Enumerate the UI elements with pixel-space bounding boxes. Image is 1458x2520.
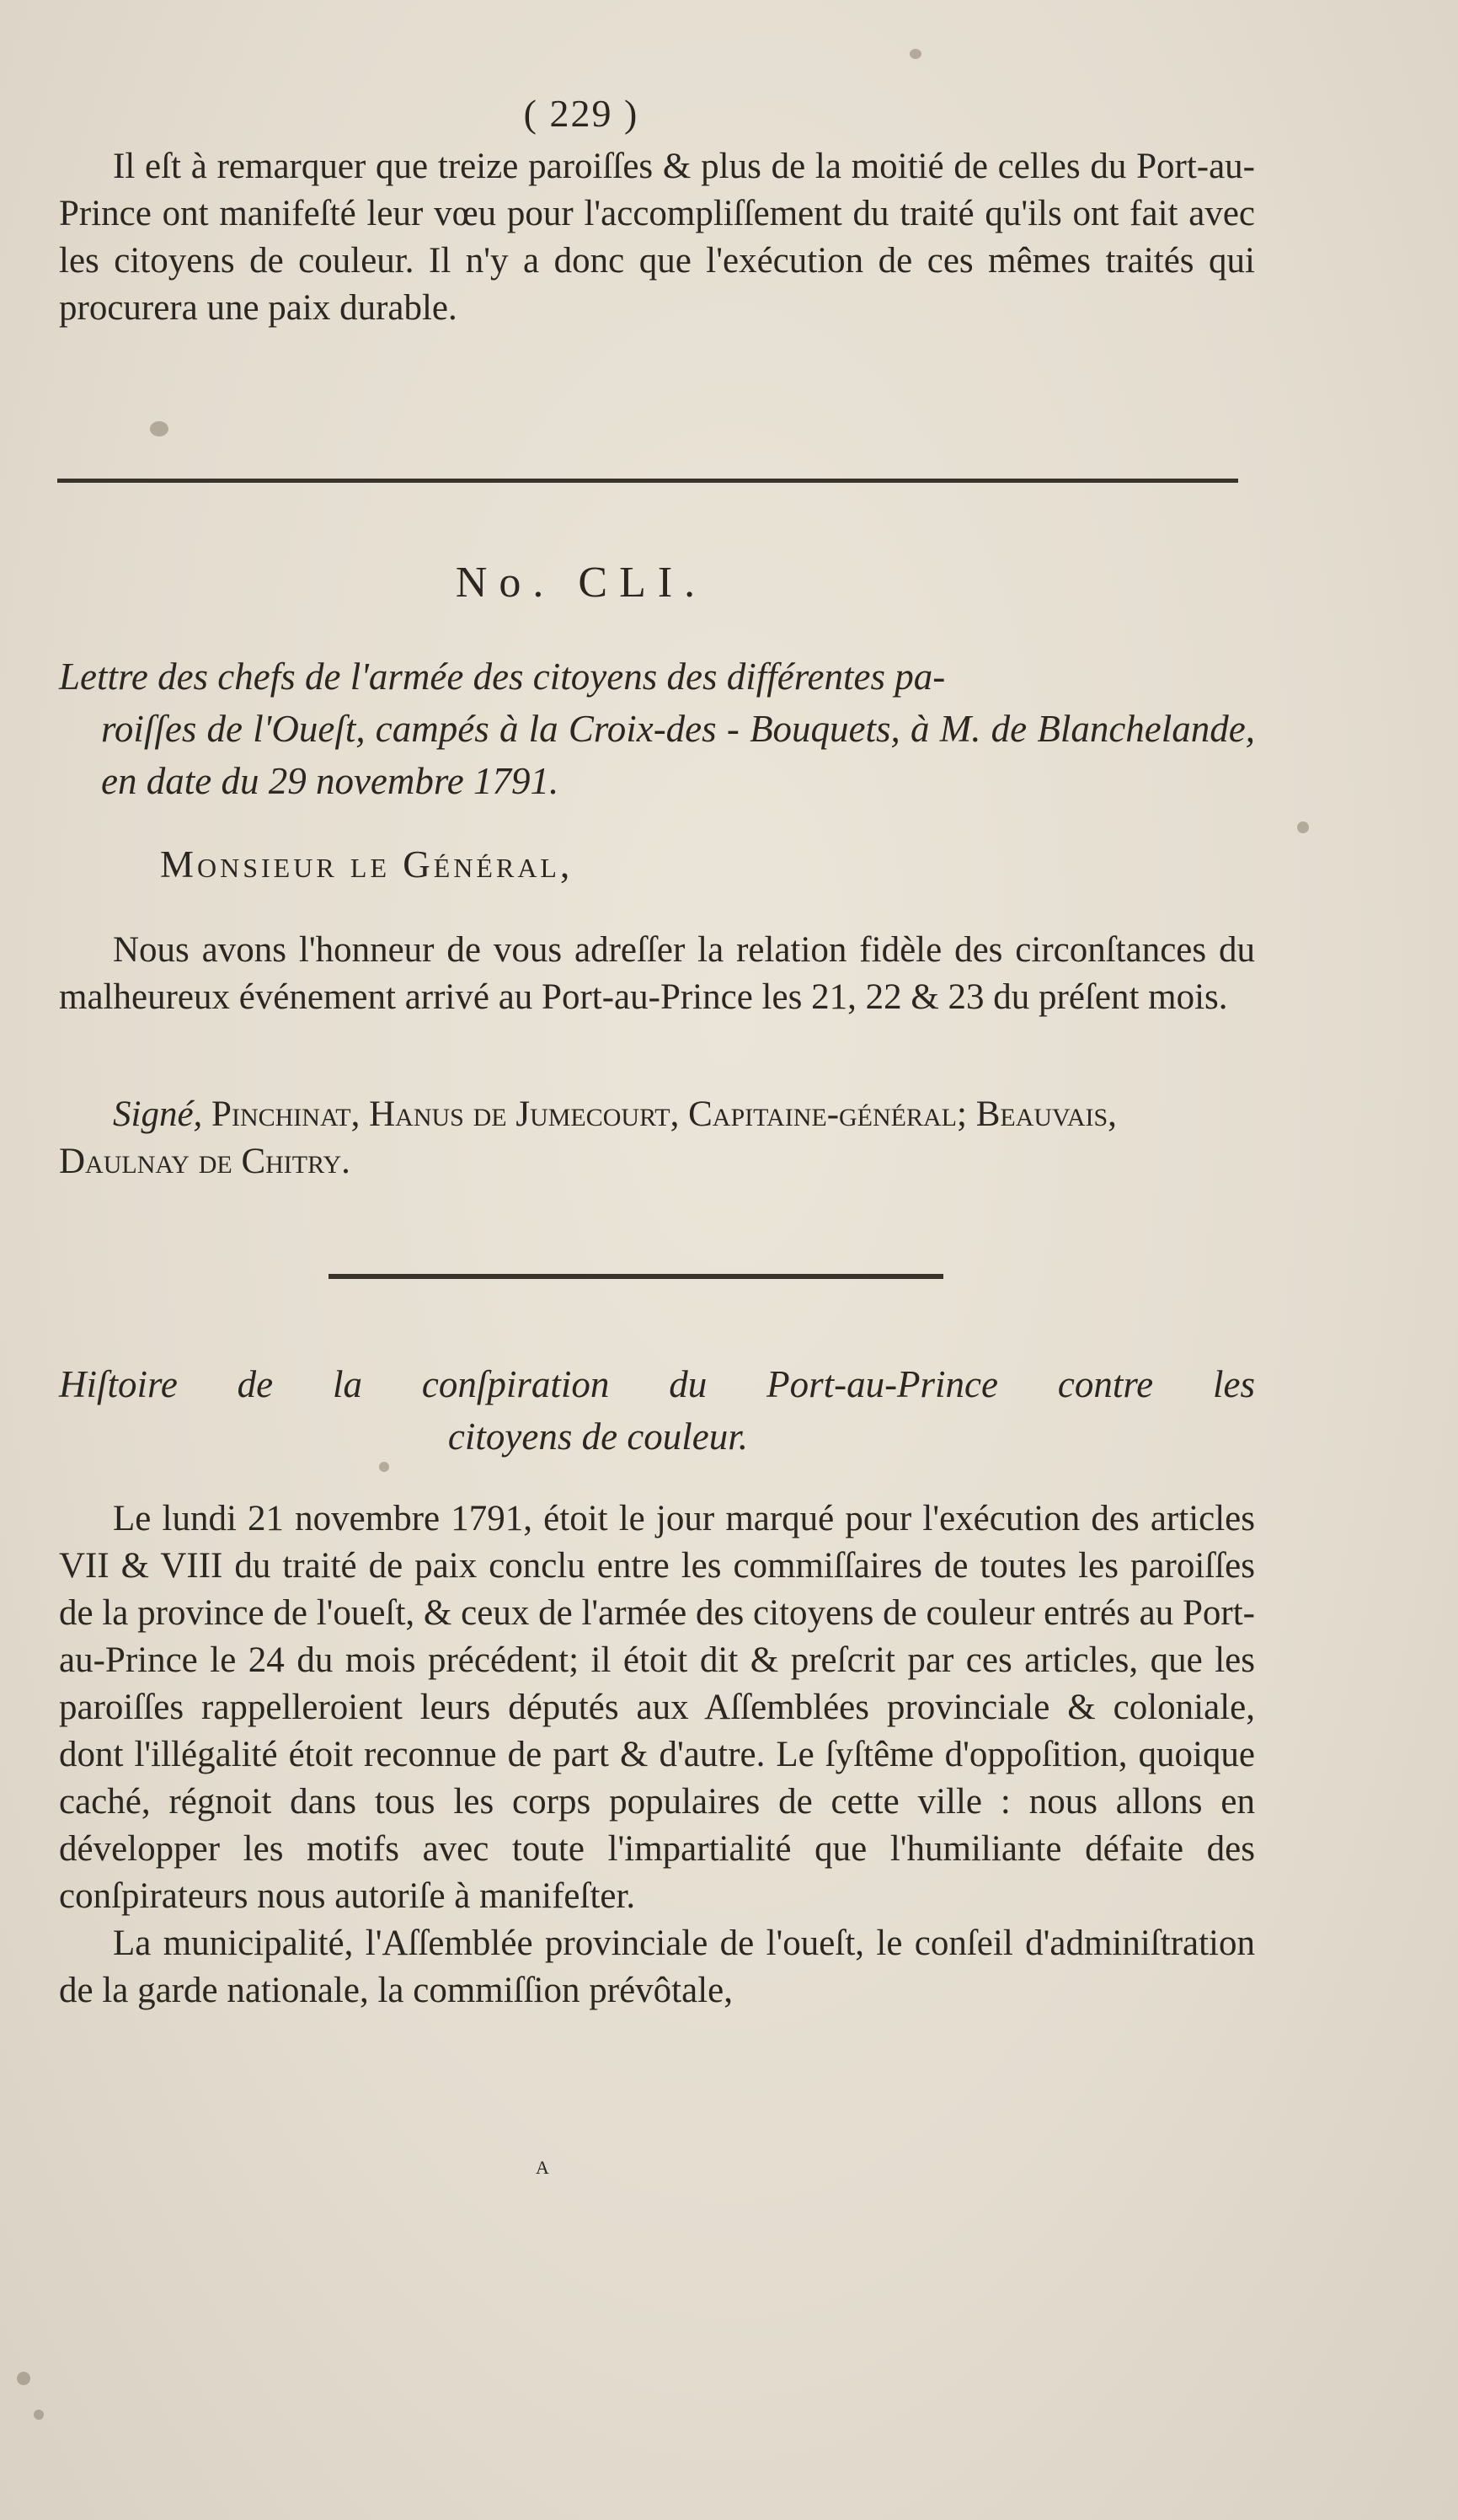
history-title [59, 1358, 1255, 1463]
paper-speck [150, 421, 168, 436]
letter-title-line-1: Lettre des chefs de l'armée des citoyens des différentes pa- [59, 655, 946, 698]
history-paragraph-2: La municipalité, l'Aſſemblée provinciale de l'oueſt, le conſeil d'adminiſtration de la garde nationale, la commiſſion prévôtale, [59, 1923, 1255, 2010]
signature-mark: A [536, 2157, 549, 2178]
history-title-line-1: Hiſtoire de la conſpiration du Port-au-Prince contre les [59, 1363, 1255, 1405]
paper-speck [910, 49, 921, 59]
paper-speck [17, 2372, 30, 2385]
paper-speck [379, 1462, 389, 1472]
signatories: Pinchinat, Hanus de Jumecourt, Capitaine-général; Beauvais, Daulnay de Chitry. [59, 1094, 1117, 1181]
section-divider [57, 479, 1238, 483]
letter-body: Nous avons l'honneur de vous adreſſer la relation fidèle des circonſtances du malheureux événement arrivé au Port-au-Prince les 21, 22 & 23 du préſent mois. [59, 930, 1255, 1017]
short-divider [328, 1274, 943, 1279]
letter-salutation: Monsieur le Général, [160, 843, 574, 885]
letter-title-line-2: roiſſes de l'Oueſt, campés à la Croix-des - Bouquets, à M. de Blanchelande, en date du 29 novembre 1791. [101, 708, 1255, 802]
history-body [59, 1495, 1255, 2014]
letter-title [59, 650, 1255, 807]
history-title-line-2: citoyens de couleur. [447, 1415, 749, 1458]
letter-signature [59, 1091, 1255, 1185]
page-number: ( 229 ) [523, 92, 639, 135]
section-number: No. CLI. [455, 559, 708, 607]
history-paragraph-1: Le lundi 21 novembre 1791, étoit le jour marqué pour l'exécution des articles VII & VIII du traité de paix conclu entre les commiſſaires de toutes les paroiſſes de la province de l'oueſt, & ceux de l'armée des citoyens de couleur entrés au Port-au-Prince le 24 du mois précédent; il étoit dit & preſcrit par ces articles, que les paroiſſes rappelleroient leurs députés aux Aſſemblées provinciale & coloniale, dont l'illégalité étoit reconnue de part & d'autre. Le ſyſtême d'oppoſition, quoique caché, régnoit dans tous les corps populaires de cette ville : nous allons en développer les motifs avec toute l'impartialité que l'humiliante défaite des conſpirateurs nous autoriſe à manifeſter. [59, 1499, 1255, 1916]
paper-speck [1297, 821, 1309, 833]
opening-paragraph: Il eſt à remarquer que treize paroiſſes & plus de la moitié de celles du Port-au-Prince ont manifeſté leur vœu pour l'accompliſſement du traité qu'ils ont fait avec les citoyens de couleur. Il n'y a donc que l'exécution de ces mêmes traités qui procurera une paix durable. [59, 147, 1255, 328]
paper-speck [34, 2410, 44, 2420]
signed-label: Signé, [113, 1094, 203, 1134]
